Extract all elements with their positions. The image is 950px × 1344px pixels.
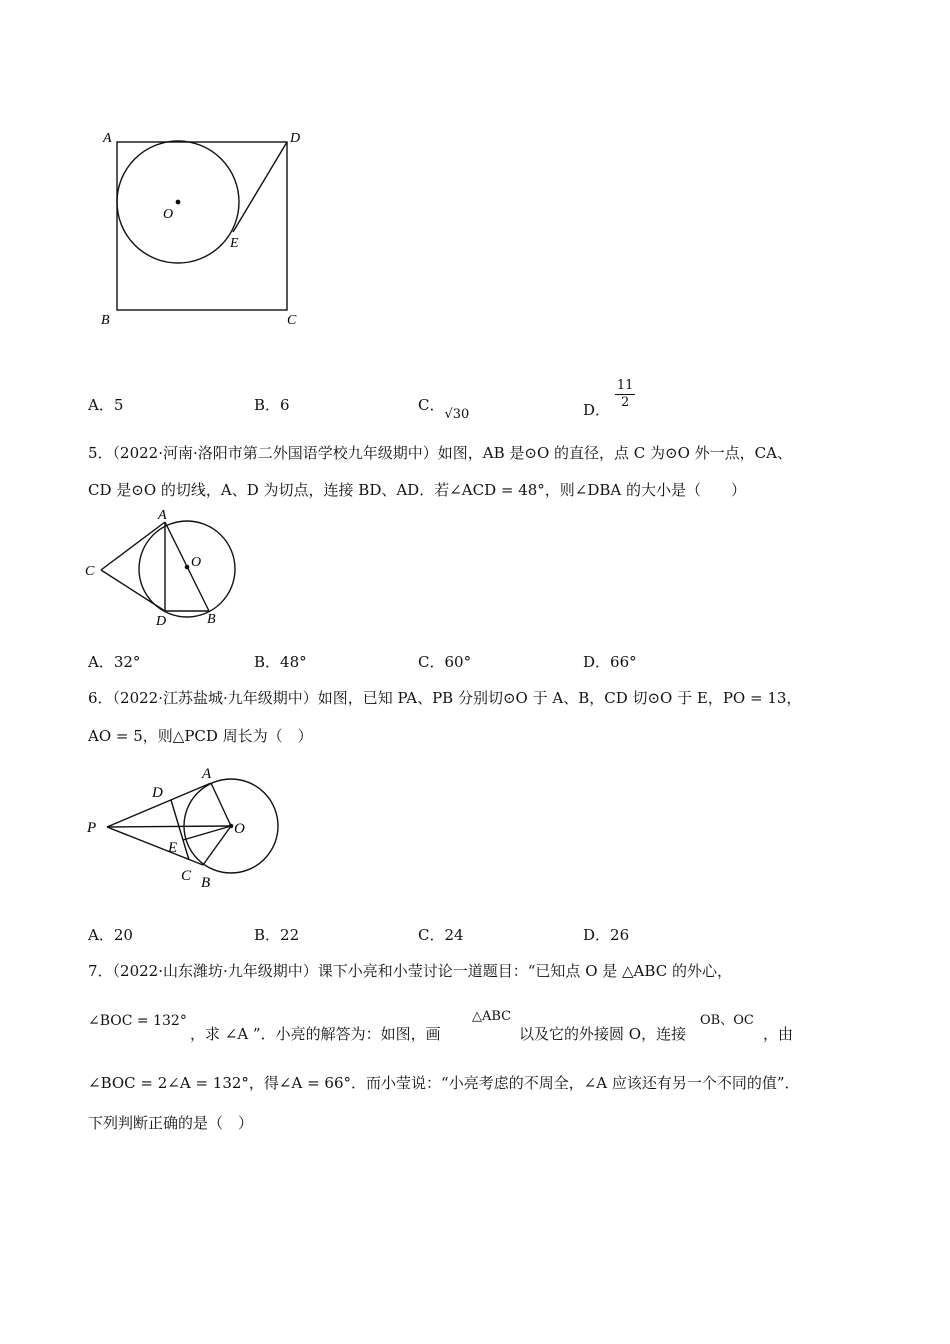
fraction-denominator: 2 (620, 395, 630, 410)
q6-option-b (254, 924, 299, 945)
label-o: O (163, 207, 174, 222)
segment-ca (101, 522, 165, 570)
label-d: D (156, 614, 167, 629)
label-o: O (234, 821, 245, 837)
label-e: E (230, 236, 239, 251)
q4-option-c (418, 394, 470, 422)
tangent-de (233, 142, 287, 232)
option-letter: D． (583, 653, 611, 671)
figure-q5 (80, 508, 250, 633)
label-c: C (85, 564, 95, 579)
q7-line2-part-c: △ABC (472, 1009, 512, 1024)
q4-option-b (254, 394, 290, 415)
option-value: 22 (280, 926, 300, 944)
label-b: B (207, 612, 216, 627)
option-value: √30 (444, 407, 470, 422)
label-c: C (181, 868, 192, 884)
q5-option-c (418, 651, 471, 672)
label-b: B (101, 313, 110, 328)
q4-option-a (88, 394, 123, 415)
label-e: E (168, 840, 178, 856)
q5-option-b (254, 651, 307, 672)
option-letter: B． (254, 396, 281, 414)
option-letter: D． (583, 400, 611, 419)
option-letter: D． (583, 926, 611, 944)
center-dot (229, 824, 234, 829)
q6-option-c (418, 924, 464, 945)
option-value: 26 (610, 926, 630, 944)
figure-q4 (95, 120, 315, 335)
segment-po (107, 826, 231, 827)
q7-line2-part-e: OB、OC (700, 1013, 754, 1028)
label-c: C (287, 313, 297, 328)
center-dot (185, 565, 190, 570)
label-d: D (290, 131, 301, 146)
q5-line2: CD 是⊙O 的切线，A、D 为切点，连接 BD、AD．若∠ACD = 48°，则∠DBA 的大小是（ ） (88, 481, 747, 499)
q4-option-d (583, 378, 635, 419)
q6-line1: 6．（2022·江苏盐城·九年级期中）如图，已知 PA、PB 分别切⊙O 于 A、B，CD 切⊙O 于 E，PO = 13， (88, 689, 802, 707)
label-a: A (158, 508, 167, 523)
option-letter: A． (88, 653, 114, 671)
q7-line4: 下列判断正确的是（ ） (88, 1114, 254, 1132)
option-letter: C． (418, 653, 445, 671)
option-letter: C． (418, 396, 445, 414)
option-letter: B． (254, 653, 281, 671)
figure-q6 (80, 760, 290, 895)
q7-line3: ∠BOC = 2∠A = 132°，得∠A = 66°．而小莹说：“小亮考虑的不周全，∠A 应该还有另一个不同的值”． (88, 1074, 800, 1092)
label-p: P (87, 820, 97, 836)
option-value: 5 (113, 396, 124, 414)
segment-ob (203, 826, 231, 865)
option-value: 60° (444, 653, 472, 671)
label-d: D (152, 785, 163, 801)
segment-ao (211, 783, 231, 826)
option-value: 6 (280, 396, 290, 414)
q6-option-a (88, 924, 133, 945)
q7-line2-part-b: ，求 ∠A ”．小亮的解答为：如图，画 (190, 1025, 441, 1043)
q7-line2-part-f: ，由 (763, 1025, 794, 1043)
segment-cd (101, 570, 165, 611)
q7-line2-part-d: 以及它的外接圆 O，连接 (519, 1025, 687, 1043)
option-value: 20 (113, 926, 133, 944)
center-dot (176, 200, 181, 205)
q6-option-d (583, 924, 629, 945)
q6-line2: AO = 5，则△PCD 周长为（ ） (88, 727, 313, 745)
option-value: 24 (444, 926, 464, 944)
label-b: B (201, 875, 211, 891)
option-value: 66° (610, 653, 637, 671)
option-letter: B． (254, 926, 281, 944)
q7-line2-part-a: ∠BOC = 132° (88, 1013, 187, 1029)
segment-eo (183, 826, 231, 840)
square-abcd (117, 142, 287, 310)
q5-line1: 5．（2022·河南·洛阳市第二外国语学校九年级期中）如图，AB 是⊙O 的直径，点 C 为⊙O 外一点，CA、 (88, 444, 792, 462)
q5-option-a (88, 651, 140, 672)
fraction-numerator: 11 (616, 378, 634, 393)
option-value: 32° (113, 653, 141, 671)
label-a: A (202, 766, 212, 782)
fraction (615, 378, 636, 411)
label-a: A (103, 131, 112, 146)
q7-line1: 7．（2022·山东潍坊·九年级期中）课下小亮和小莹讨论一道题目：“已知点 O 是 △ABC 的外心， (88, 962, 732, 980)
option-value: 48° (280, 653, 307, 671)
option-letter: C． (418, 926, 445, 944)
option-letter: A． (88, 396, 114, 414)
label-o: O (191, 555, 202, 570)
q5-option-d (583, 651, 637, 672)
option-letter: A． (88, 926, 114, 944)
